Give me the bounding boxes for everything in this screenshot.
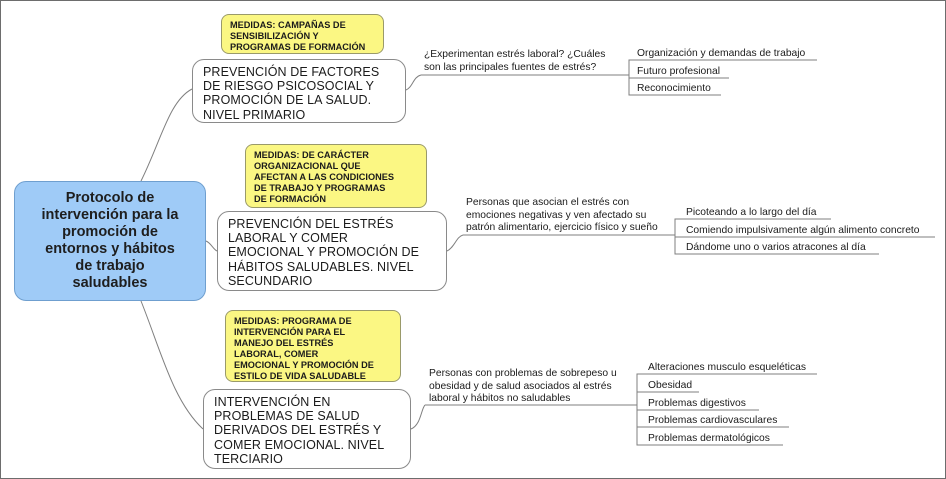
item-picoteando[interactable]: Picoteando a lo largo del día [686,207,817,218]
question-primary[interactable]: ¿Experimentan estrés laboral? ¿Cuáles son las principales fuentes de estrés? [424,49,606,73]
item-dermatologicos[interactable]: Problemas dermatológicos [648,433,770,444]
item-comiendo-impulsivamente[interactable]: Comiendo impulsivamente algún alimento concreto [686,225,920,236]
level-tertiary[interactable]: INTERVENCIÓN EN PROBLEMAS DE SALUD DERIVADOS DEL ESTRÉS Y COMER EMOCIONAL. NIVEL TERCIARIO [203,389,411,469]
question-secondary[interactable]: Personas que asocian el estrés con emociones negativas y ven afectado su patrón alimentario, ejercicio físico y sueño [466,197,658,234]
item-digestivos[interactable]: Problemas digestivos [648,398,746,409]
central-topic[interactable]: Protocolo de intervención para la promoción de entornos y hábitos de trabajo saludables [14,181,206,301]
level-primary[interactable]: PREVENCIÓN DE FACTORES DE RIESGO PSICOSOCIAL Y PROMOCIÓN DE LA SALUD. NIVEL PRIMARIO [192,59,406,123]
item-atracones[interactable]: Dándome uno o varios atracones al día [686,242,866,253]
bracket-level-2 [675,219,681,254]
level-secondary[interactable]: PREVENCIÓN DEL ESTRÉS LABORAL Y COMER EMOCIONAL Y PROMOCIÓN DE HÁBITOS SALUDABLES. NIVEL SECUNDARIO [217,211,447,291]
measure-note-secondary[interactable]: MEDIDAS: DE CARÁCTER ORGANIZACIONAL QUE AFECTAN A LAS CONDICIONES DE TRABAJO Y PROGRAMAS DE FORMACIÓN [245,144,427,208]
item-futuro-profesional[interactable]: Futuro profesional [637,66,720,77]
bracket-level-1 [629,60,633,95]
bracket-level-3 [637,374,643,445]
connector-level-1-question [406,75,421,90]
connector-central-level-3 [141,301,203,429]
measure-note-primary[interactable]: MEDIDAS: CAMPAÑAS DE SENSIBILIZACIÓN Y PROGRAMAS DE FORMACIÓN [221,14,384,54]
item-cardiovasculares[interactable]: Problemas cardiovasculares [648,415,778,426]
connector-level-2-question [447,235,463,251]
item-obesidad[interactable]: Obesidad [648,380,693,391]
connector-central-level-1 [141,89,192,181]
measure-note-tertiary[interactable]: MEDIDAS: PROGRAMA DE INTERVENCIÓN PARA EL MANEJO DEL ESTRÉS LABORAL, COMER EMOCIONAL Y PROMOCIÓN DE ESTILO DE VIDA SALUDABLE [225,310,401,382]
item-organizacion[interactable]: Organización y demandas de trabajo [637,48,806,59]
connector-central-level-2 [206,241,217,251]
question-tertiary[interactable]: Personas con problemas de sobrepeso u obesidad y de salud asociados al estrés laboral y hábitos no saludables [429,368,617,405]
connector-level-3-question [411,405,425,429]
item-alteraciones[interactable]: Alteraciones musculo esqueléticas [648,362,806,373]
item-reconocimiento[interactable]: Reconocimiento [637,83,711,94]
